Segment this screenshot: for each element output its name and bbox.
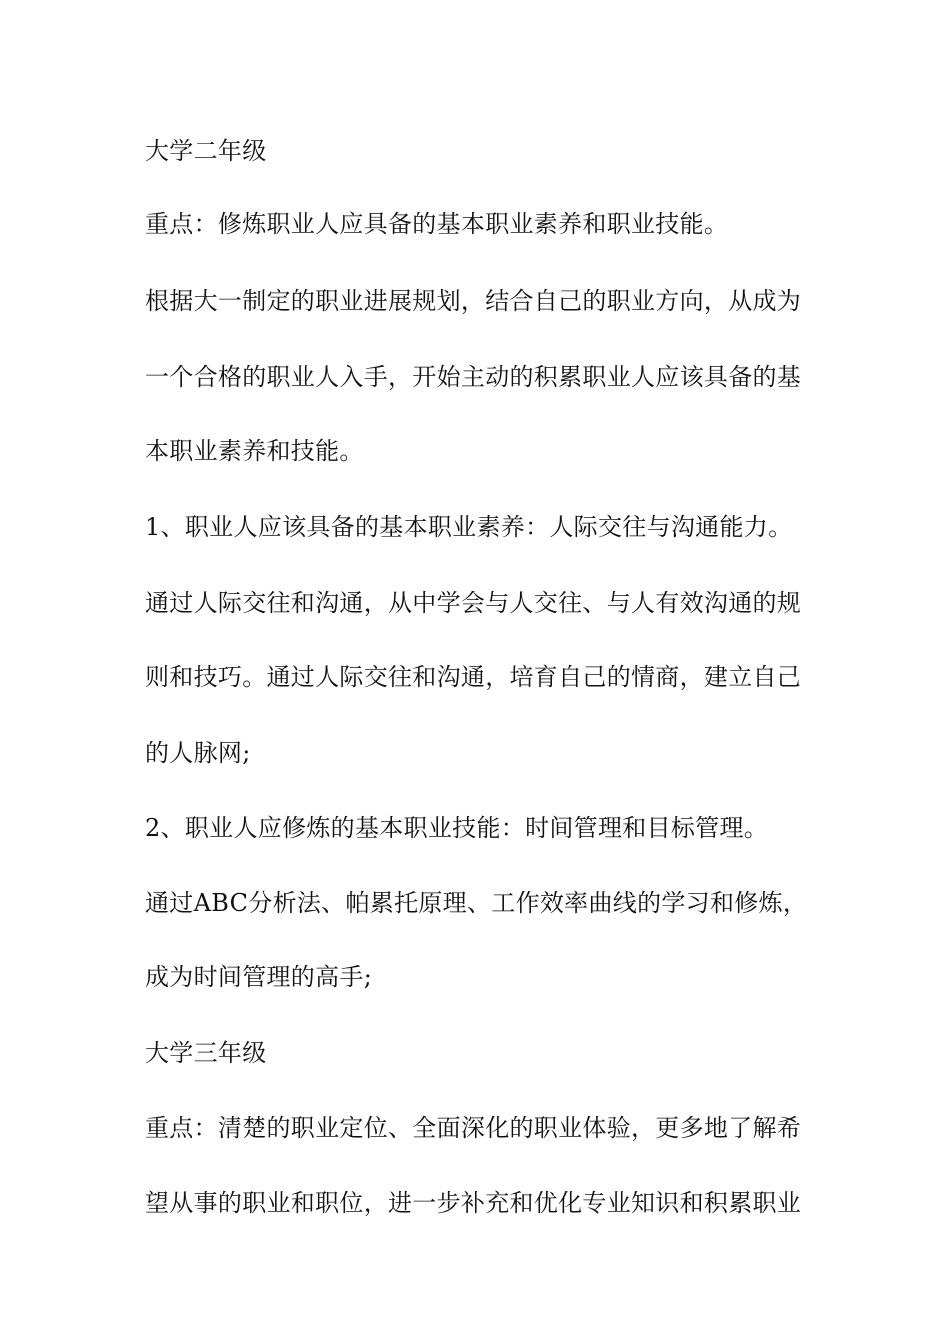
paragraph-line: 根据大一制定的职业进展规划，结合自己的职业方向，从成为 <box>145 287 802 315</box>
paragraph-line: 则和技巧。通过人际交往和沟通，培育自己的情商，建立自己 <box>145 663 802 691</box>
paragraph-line: 1、职业人应该具备的基本职业素养：人际交往与沟通能力。 <box>145 513 793 541</box>
paragraph-line: 的人脉网; <box>145 739 251 767</box>
paragraph-line: 通过人际交往和沟通，从中学会与人交往、与人有效沟通的规 <box>145 589 802 617</box>
paragraph-line: 重点：清楚的职业定位、全面深化的职业体验，更多地了解希 <box>145 1114 802 1142</box>
paragraph-line: 一个合格的职业人入手，开始主动的积累职业人应该具备的基 <box>145 363 802 391</box>
paragraph-line: 本职业素养和技能。 <box>145 437 364 465</box>
paragraph-line: 通过ABC分析法、帕累托原理、工作效率曲线的学习和修炼， <box>145 889 808 917</box>
paragraph-line: 2、职业人应修炼的基本职业技能：时间管理和目标管理。 <box>145 814 769 842</box>
paragraph-line: 成为时间管理的高手; <box>145 963 373 991</box>
heading-year-three: 大学三年级 <box>145 1039 267 1067</box>
heading-year-two: 大学二年级 <box>145 137 267 165</box>
paragraph-line: 重点：修炼职业人应具备的基本职业素养和职业技能。 <box>145 210 729 238</box>
paragraph-line: 望从事的职业和职位，进一步补充和优化专业知识和积累职业 <box>145 1189 802 1217</box>
